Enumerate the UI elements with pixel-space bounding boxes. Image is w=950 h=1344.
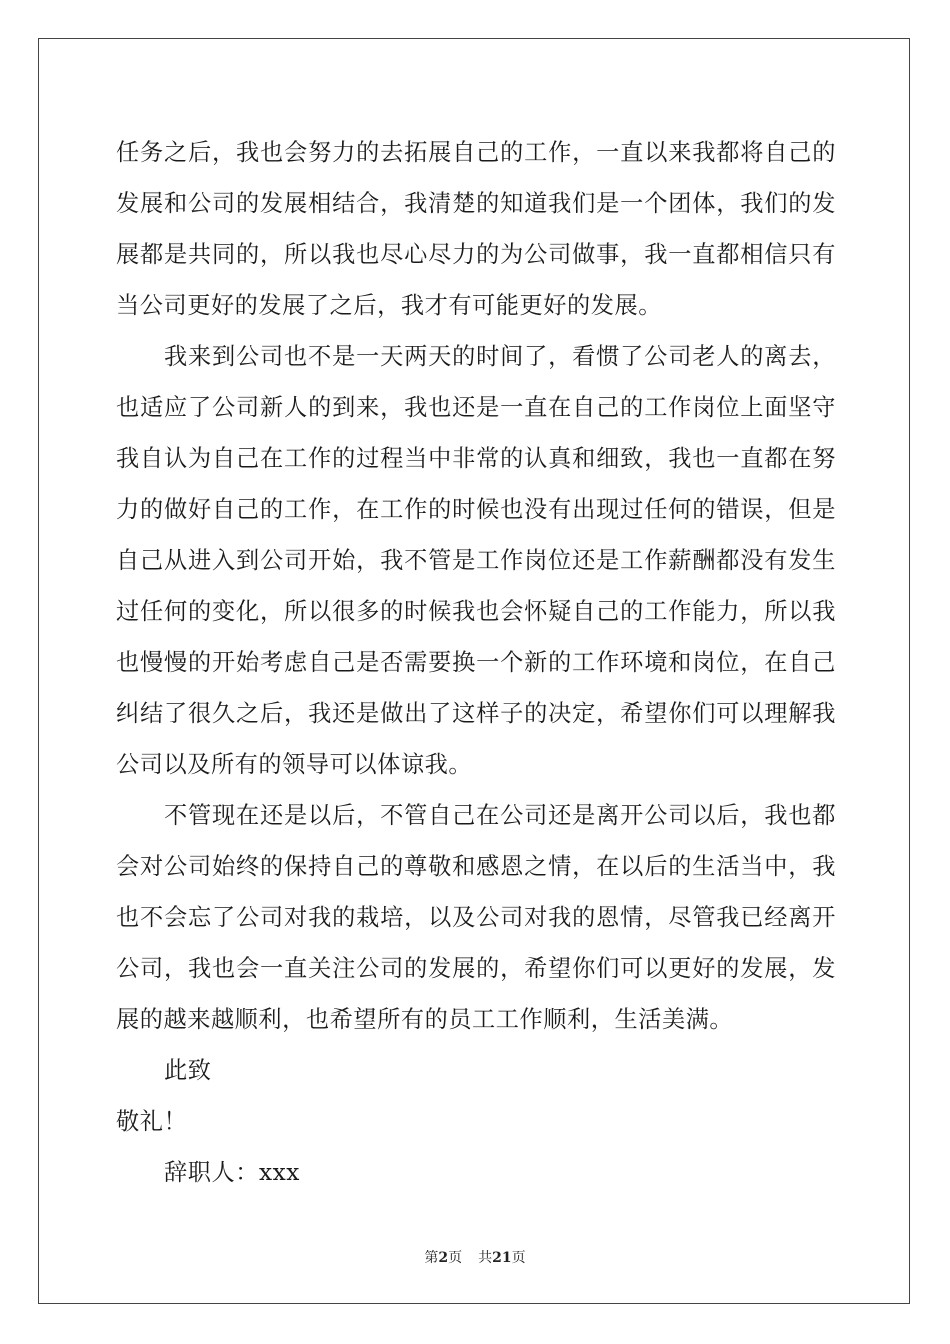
page-prefix: 第 xyxy=(424,1250,439,1266)
signature-label: 辞职人： xyxy=(164,1159,259,1186)
total-prefix: 共 xyxy=(478,1250,493,1266)
salute: 敬礼！ xyxy=(116,1108,188,1135)
total-pages: 21 xyxy=(492,1250,512,1266)
letter-body xyxy=(116,127,836,1198)
paragraph-gratitude: 不管现在还是以后，不管自己在公司还是离开公司以后，我也都会对公司始终的保持自己的尊敬和感恩之情，在以后的生活当中，我也不会忘了公司对我的栽培，以及公司对我的恩情，尽管我已经离开公司，我也会一直关注公司的发展的，希望你们可以更好的发展，发展的越来越顺利，也希望所有的员工工作顺利，生活美满。 xyxy=(116,802,836,1033)
signature-line xyxy=(116,1147,836,1198)
paragraph-continued: 任务之后，我也会努力的去拓展自己的工作，一直以来我都将自己的发展和公司的发展相结合，我清楚的知道我们是一个团体，我们的发展都是共同的，所以我也尽心尽力的为公司做事，我一直都相信只有当公司更好的发展了之后，我才有可能更好的发展。 xyxy=(116,139,836,319)
page-footer xyxy=(0,1247,950,1267)
total-suffix: 页 xyxy=(511,1250,526,1266)
page-suffix: 页 xyxy=(448,1250,463,1266)
signature-name: xxx xyxy=(258,1159,300,1186)
page-number: 2 xyxy=(438,1250,449,1266)
paragraph-work-history: 我来到公司也不是一天两天的时间了，看惯了公司老人的离去，也适应了公司新人的到来，我也还是一直在自己的工作岗位上面坚守我自认为自己在工作的过程当中非常的认真和细致，我也一直都在努力的做好自己的工作，在工作的时候也没有出现过任何的错误，但是自己从进入到公司开始，我不管是工作岗位还是工作薪酬都没有发生过任何的变化，所以很多的时候我也会怀疑自己的工作能力，所以我也慢慢的开始考虑自己是否需要换一个新的工作环境和岗位，在自己纠结了很久之后，我还是做出了这样子的决定，希望你们可以理解我公司以及所有的领导可以体谅我。 xyxy=(116,343,836,778)
closing-phrase: 此致 xyxy=(164,1057,212,1084)
